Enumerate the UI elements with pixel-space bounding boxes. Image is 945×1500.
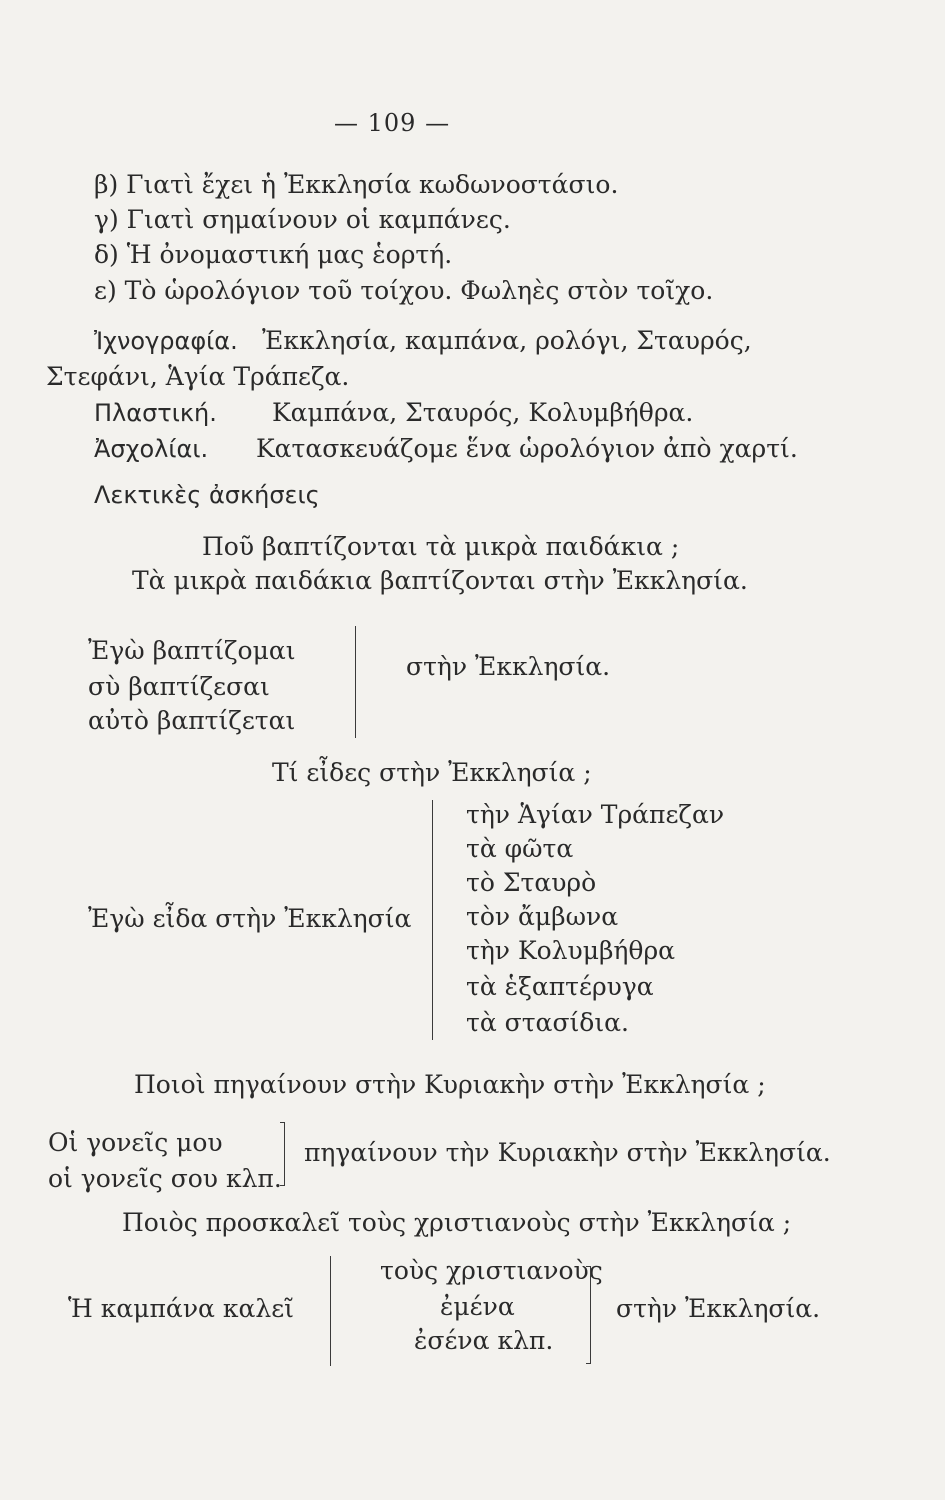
question-line: γ) Γιατὶ σημαίνουν οἱ καμπάνες. — [94, 205, 511, 234]
ex4-question: Ποιὸς προσκαλεῖ τοὺς χριστιανοὺς στὴν Ἐκκλησία ; — [122, 1208, 792, 1237]
ex1-subject: αὐτὸ βαπτίζεται — [88, 706, 296, 735]
ex3-predicate: πηγαίνουν τὴν Κυριακὴν στὴν Ἐκκλησία. — [304, 1138, 831, 1167]
bracket — [586, 1266, 591, 1364]
ex4-object: ἐμένα — [440, 1292, 515, 1321]
ex4-lead: Ἡ καμπάνα καλεῖ — [68, 1294, 294, 1323]
ex2-item: τὰ φῶτα — [466, 834, 574, 863]
drawing-text: Ἐκκλησία, καμπάνα, ρολόγι, Σταυρός, — [262, 326, 752, 355]
ex1-subject: σὺ βαπτίζεσαι — [88, 672, 270, 701]
ex4-object: ἐσένα κλπ. — [414, 1326, 554, 1355]
plastic-text: Καμπάνα, Σταυρός, Κολυμβήθρα. — [272, 398, 694, 427]
drawing-text-continued: Στεφάνι, Ἁγία Τράπεζα. — [46, 362, 350, 391]
ex2-item: τὰ ἑξαπτέρυγα — [466, 972, 654, 1001]
ex1-complement: στὴν Ἐκκλησία. — [406, 652, 611, 681]
ex1-question: Ποῦ βαπτίζονται τὰ μικρὰ παιδάκια ; — [202, 532, 680, 561]
occupation-label: Ἀσχολίαι. — [94, 435, 209, 463]
drawing-label: Ἰχνογραφία. — [94, 327, 238, 355]
ex2-item: τὴν Κολυμβήθρα — [466, 936, 676, 965]
question-line: δ) Ἡ ὀνομαστική μας ἑορτή. — [94, 240, 453, 269]
bracket — [280, 1122, 285, 1186]
page-number: — 109 — — [334, 109, 451, 137]
ex2-item: τὸν ἄμβωνα — [466, 902, 619, 931]
ex1-answer: Τὰ μικρὰ παιδάκια βαπτίζονται στὴν Ἐκκλησία. — [132, 566, 748, 595]
ex4-complement: στὴν Ἐκκλησία. — [616, 1294, 821, 1323]
ex2-item: τὴν Ἁγίαν Τράπεζαν — [466, 800, 725, 829]
occupation-text: Κατασκευάζομε ἕνα ὡρολόγιον ἀπὸ χαρτί. — [256, 434, 798, 463]
ex4-object: τοὺς χριστιανοὺς — [380, 1256, 603, 1285]
ex3-subject: οἱ γονεῖς σου κλπ. — [48, 1164, 282, 1193]
plastic-label: Πλαστική. — [94, 399, 217, 427]
ex2-lead: Ἐγὼ εἶδα στὴν Ἐκκλησία — [88, 904, 412, 933]
ex3-subject: Οἱ γονεῖς μου — [48, 1128, 223, 1157]
ex2-item: τὸ Σταυρὸ — [466, 868, 597, 897]
section-heading: Λεκτικὲς ἀσκήσεις — [94, 481, 320, 509]
brace — [432, 800, 433, 1040]
question-line: ε) Τὸ ὡρολόγιον τοῦ τοίχου. Φωληὲς στὸν τοῖχο. — [94, 276, 714, 305]
question-line: β) Γιατὶ ἔχει ἡ Ἐκκλησία κωδωνοστάσιο. — [94, 170, 619, 199]
ex1-subject: Ἐγὼ βαπτίζομαι — [88, 636, 296, 665]
ex2-question: Τί εἶδες στὴν Ἐκκλησία ; — [272, 758, 592, 787]
brace — [330, 1256, 331, 1366]
ex2-item: τὰ στασίδια. — [466, 1008, 629, 1037]
brace — [355, 626, 356, 738]
ex3-question: Ποιοὶ πηγαίνουν στὴν Κυριακὴν στὴν Ἐκκλησία ; — [134, 1070, 766, 1099]
